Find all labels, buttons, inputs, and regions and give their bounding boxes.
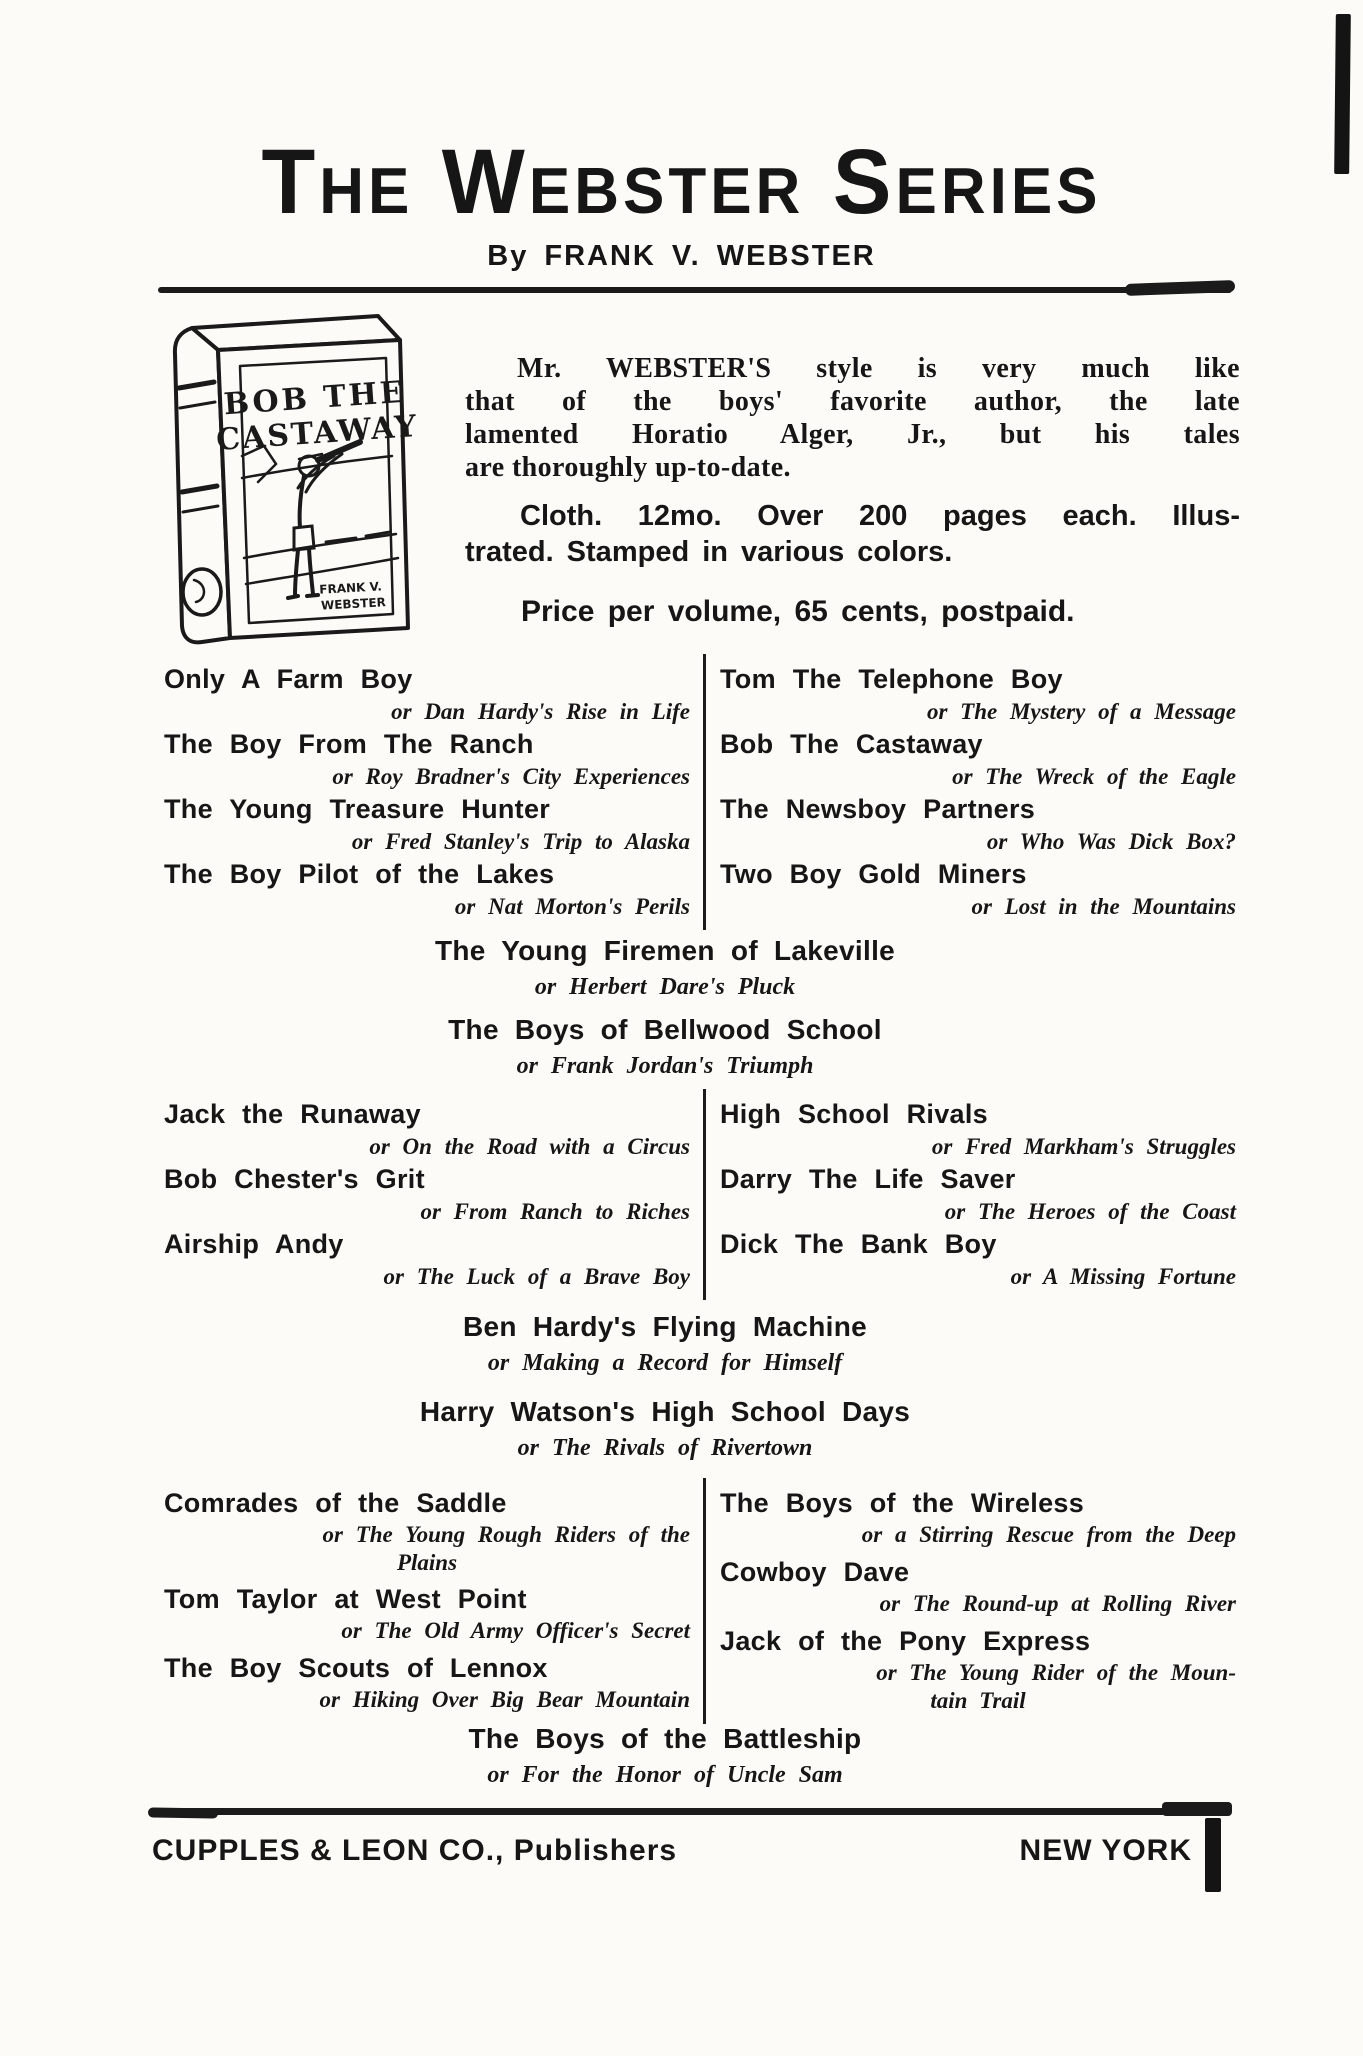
book-subtitle: or Who Was Dick Box?	[986, 829, 1236, 854]
top-rule	[158, 287, 1232, 293]
book-subtitle: or Herbert Dare's Pluck	[534, 974, 796, 1000]
book-entry	[714, 1227, 1242, 1292]
book-title: Jack the Runaway	[164, 1099, 421, 1129]
byline: By FRANK V. WEBSTER	[487, 240, 876, 272]
book-entry	[158, 1097, 696, 1162]
book-subtitle: or Making a Record for Himself	[487, 1350, 843, 1376]
book-entry	[125, 1011, 1205, 1084]
book-title: The Young Treasure Hunter	[164, 794, 551, 824]
book-list-1	[158, 662, 1242, 924]
book-subtitle: or The Wreck of the Eagle	[952, 764, 1236, 789]
book-title: Cowboy Dave	[720, 1557, 910, 1587]
book-subtitle: or Frank Jordan's Triumph	[516, 1053, 814, 1079]
book-subtitle: or For the Honor of Uncle Sam	[487, 1762, 843, 1788]
book-title: Harry Watson's High School Days	[419, 1396, 911, 1427]
book-entry	[714, 1097, 1242, 1162]
book-title: Tom Taylor at West Point	[164, 1584, 527, 1614]
book-title: The Newsboy Partners	[720, 794, 1036, 824]
book-subtitle: or The Young Rider of the Moun-	[876, 1660, 1236, 1685]
publisher-name: CUPPLES & LEON CO., Publishers	[152, 1834, 678, 1867]
book-subtitle: or A Missing Fortune	[1010, 1264, 1236, 1289]
page-title: The Webster Series	[261, 130, 1102, 233]
cover-title-line2: CASTAWAY	[215, 408, 420, 458]
book-subtitle: or The Heroes of the Coast	[944, 1199, 1236, 1224]
book-column-right	[714, 1486, 1242, 1720]
book-title: High School Rivals	[720, 1099, 988, 1129]
book-title: Ben Hardy's Flying Machine	[462, 1311, 868, 1342]
scan-ink-bar-footer-right	[1205, 1818, 1221, 1892]
book-subtitle: or The Young Rough Riders of the	[322, 1522, 690, 1547]
footer-rule	[152, 1808, 1228, 1815]
book-title: Only A Farm Boy	[164, 664, 413, 694]
book-entry	[158, 1486, 696, 1576]
book-list-2	[158, 1097, 1242, 1294]
book-subtitle: or a Stirring Rescue from the Deep	[861, 1522, 1236, 1547]
centered-list-3	[125, 1720, 1205, 1793]
book-cover-illustration	[146, 296, 431, 648]
book-entry	[714, 1624, 1242, 1714]
cover-title-line1: BOB THE	[222, 374, 407, 423]
book-entry	[158, 1651, 696, 1714]
book-subtitle: or Dan Hardy's Rise in Life	[391, 699, 690, 724]
book-title: The Boys of the Battleship	[468, 1723, 862, 1754]
book-subtitle: or The Old Army Officer's Secret	[341, 1618, 690, 1643]
book-subtitle-continued: tain Trail	[930, 1688, 1026, 1713]
city-name: NEW YORK	[1019, 1834, 1192, 1867]
intro-line: lamented Horatio Alger, Jr., but his tales	[465, 419, 1240, 450]
book-column-right	[714, 1097, 1242, 1292]
book-subtitle: or On the Road with a Circus	[369, 1134, 690, 1159]
book-title: The Young Firemen of Lakeville	[434, 935, 896, 966]
book-column-left	[158, 662, 696, 922]
book-title: Tom The Telephone Boy	[720, 664, 1063, 694]
book-cover-drawing	[146, 296, 431, 648]
column-divider	[703, 1478, 706, 1724]
book-entry	[158, 857, 696, 922]
book-title: The Boy Pilot of the Lakes	[164, 859, 555, 889]
book-title: Darry The Life Saver	[720, 1164, 1016, 1194]
cover-author-line1: FRANK V.	[318, 579, 383, 597]
book-entry	[125, 932, 1205, 1005]
book-subtitle: or The Luck of a Brave Boy	[383, 1264, 690, 1289]
book-subtitle: or The Mystery of a Message	[926, 699, 1236, 724]
book-title: Two Boy Gold Miners	[720, 859, 1027, 889]
book-subtitle: or Fred Markham's Struggles	[931, 1134, 1236, 1159]
book-entry	[158, 1582, 696, 1645]
book-title: Bob Chester's Grit	[164, 1164, 425, 1194]
book-subtitle: or Hiking Over Big Bear Mountain	[319, 1687, 690, 1712]
book-entry	[125, 1720, 1205, 1793]
cover-author-line2: WEBSTER	[320, 595, 387, 613]
book-entry	[125, 1308, 1205, 1381]
centered-list-1	[125, 932, 1205, 1090]
price-note: Price per volume, 65 cents, postpaid.	[521, 595, 1075, 628]
book-entry	[714, 1555, 1242, 1618]
footer	[152, 1834, 1192, 1868]
book-entry	[158, 792, 696, 857]
book-entry	[158, 1227, 696, 1292]
book-title: The Boys of the Wireless	[720, 1488, 1085, 1518]
format-note	[465, 498, 1240, 570]
format-line: trated. Stamped in various colors.	[465, 536, 953, 568]
intro-line: are thoroughly up-to-date.	[465, 452, 791, 483]
book-entry	[714, 857, 1242, 922]
book-subtitle-continued: Plains	[396, 1550, 458, 1575]
book-list-3	[158, 1486, 1242, 1718]
intro-paragraph	[465, 352, 1240, 484]
centered-list-2	[125, 1308, 1205, 1478]
book-subtitle: or From Ranch to Riches	[420, 1199, 690, 1224]
book-entry	[158, 1162, 696, 1227]
book-subtitle: or The Rivals of Rivertown	[517, 1435, 813, 1461]
book-title: Dick The Bank Boy	[720, 1229, 997, 1259]
scan-ink-bar-top-right	[1334, 14, 1351, 174]
book-title: The Boys of Bellwood School	[448, 1014, 882, 1045]
book-entry	[158, 662, 696, 727]
book-title: The Boy From The Ranch	[164, 729, 534, 759]
book-entry	[714, 792, 1242, 857]
book-title: Comrades of the Saddle	[164, 1488, 507, 1518]
book-title: Airship Andy	[164, 1229, 344, 1259]
book-entry	[158, 727, 696, 792]
book-subtitle: or Roy Bradner's City Experiences	[332, 764, 690, 789]
book-subtitle: or Fred Stanley's Trip to Alaska	[351, 829, 690, 854]
book-entry	[125, 1393, 1205, 1466]
book-column-right	[714, 662, 1242, 922]
book-subtitle: or Nat Morton's Perils	[454, 894, 690, 919]
book-subtitle: or The Round-up at Rolling River	[879, 1591, 1236, 1616]
book-column-left	[158, 1486, 696, 1720]
column-divider	[703, 654, 706, 930]
book-entry	[714, 662, 1242, 727]
format-line: Cloth. 12mo. Over 200 pages each. Illus-	[520, 500, 1240, 532]
book-entry	[714, 727, 1242, 792]
book-title: Bob The Castaway	[720, 729, 983, 759]
book-entry	[714, 1486, 1242, 1549]
book-entry	[714, 1162, 1242, 1227]
book-column-left	[158, 1097, 696, 1292]
intro-line: Mr. WEBSTER'S style is very much like	[517, 353, 1240, 384]
intro-line: that of the boys' favorite author, the late	[465, 386, 1240, 417]
book-title: Jack of the Pony Express	[720, 1626, 1091, 1656]
column-divider	[703, 1089, 706, 1300]
book-title: The Boy Scouts of Lennox	[164, 1653, 548, 1683]
book-subtitle: or Lost in the Mountains	[971, 894, 1236, 919]
